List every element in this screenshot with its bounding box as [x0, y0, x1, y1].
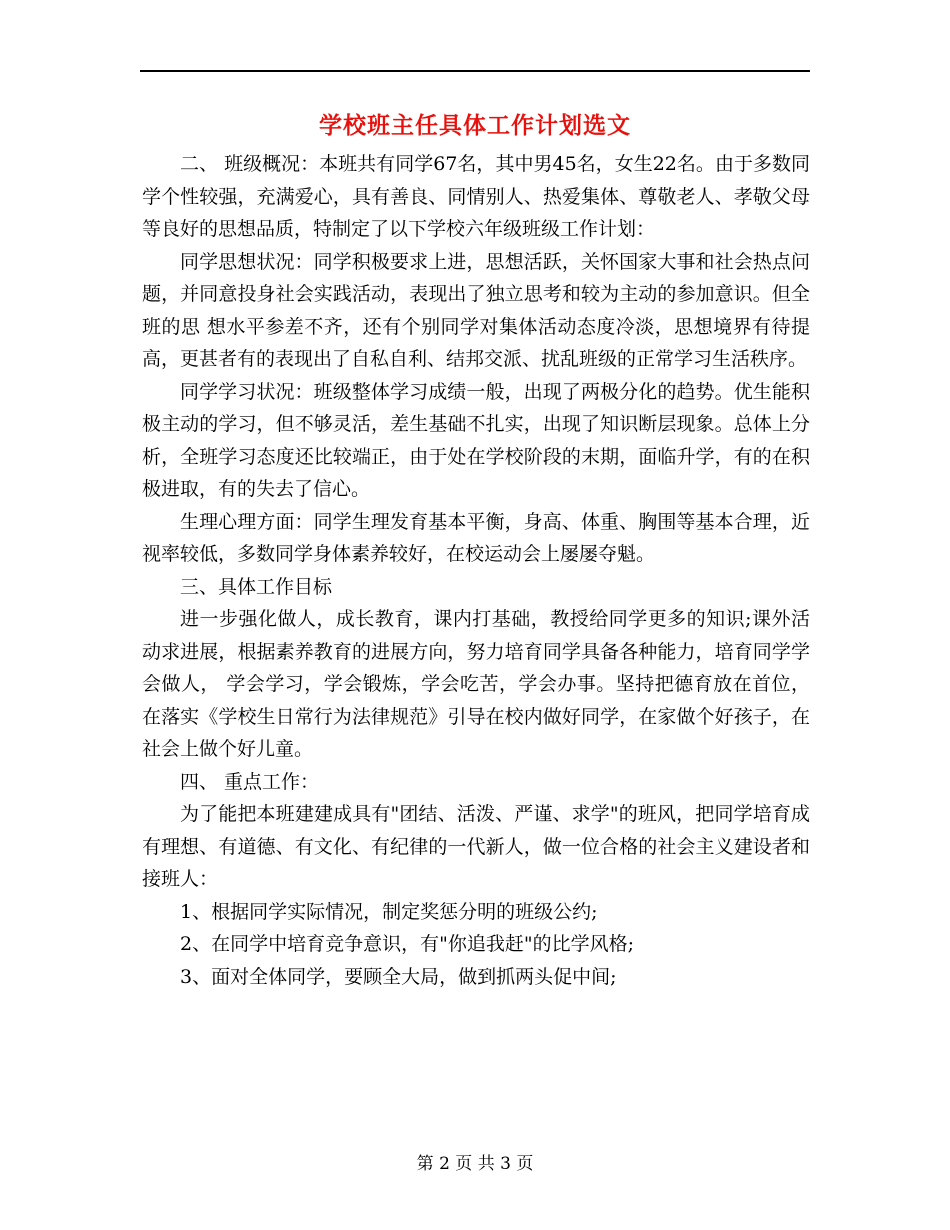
- list-item: 1、根据同学实际情况，制定奖惩分明的班级公约;: [180, 900, 598, 923]
- section-heading-goals: 三、具体工作目标: [180, 575, 333, 598]
- paragraph-physiology: 生理心理方面：同学生理发育基本平衡，身高、体重、胸围等基本合理，近视率较低，多数同学身体素养较好，在校运动会上屡屡夺魁。: [142, 510, 810, 565]
- paragraph-goals: 进一步强化做人，成长教育，课内打基础，教授给同学更多的知识;课外活动求进展，根据素养教育的进展方向，努力培育同学具备各种能力，培育同学学会做人， 学会学习，学会锻炼，学会吃苦，学会办事。坚持把德育放在首位，在落实《学校生日常行为法律规范》引导在校内做好同学，在家做个好孩子，在社会上做个好儿童。: [142, 608, 810, 760]
- paragraph-study-status: 同学学习状况：班级整体学习成绩一般，出现了两极分化的趋势。优生能积极主动的学习，但不够灵活，差生基础不扎实，出现了知识断层现象。总体上分析，全班学习态度还比较端正，由于处在学校阶段的末期，面临升学，有的在积极进取，有的失去了信心。: [142, 380, 810, 500]
- list-item: 3、面对全体同学，要顾全大局，做到抓两头促中间;: [180, 965, 617, 988]
- list-item: 2、在同学中培育竞争意识，有"你追我赶"的比学风格;: [180, 933, 634, 955]
- paragraph-key-work: 为了能把本班建建成具有"团结、活泼、严谨、求学"的班风，把同学培育成有理想、有道德、有文化、有纪律的一代新人，做一位合格的社会主义建设者和接班人：: [142, 803, 810, 890]
- document-body: [142, 148, 810, 993]
- document-title: 学校班主任具体工作计划选文: [319, 113, 631, 139]
- section-heading-key-work: 四、 重点工作：: [180, 770, 320, 793]
- header-rule: [140, 70, 810, 72]
- paragraph-thought-status: 同学思想状况：同学积极要求上进，思想活跃，关怀国家大事和社会热点问题，并同意投身社会实践活动，表现出了独立思考和较为主动的参加意识。但全班的思 想水平参差不齐，还有个别同学对集体活动态度冷淡，思想境界有待提高，更甚者有的表现出了自私自利、结邦交派、扰乱班级的正常学习生活秩序。: [142, 250, 810, 370]
- page-footer: 第 2 页 共 3 页: [416, 1154, 534, 1174]
- paragraph-class-overview: 二、 班级概况：本班共有同学67名，其中男45名，女生22名。由于多数同学个性较强，充满爱心，具有善良、同情别人、热爱集体、尊敬老人、孝敬父母等良好的思想品质，特制定了以下学校六年级班级工作计划：: [142, 153, 810, 240]
